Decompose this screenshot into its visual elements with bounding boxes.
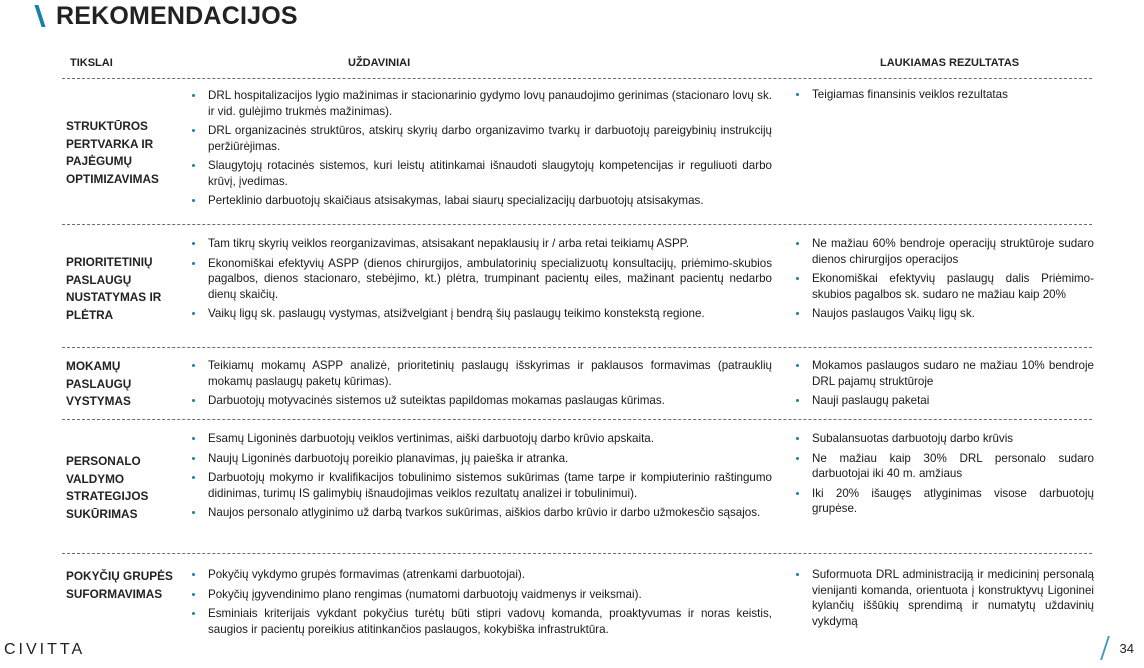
divider: [62, 78, 1092, 79]
goal-line: STRUKTŪROS: [66, 119, 148, 133]
list-item: Darbuotojų motyvacinės sistemos už suteiktas papildomas mokamas paslaugas kūrimas.: [190, 393, 772, 409]
divider: [62, 347, 1092, 348]
list-item: DRL organizacinės struktūros, atskirų skyrių darbo organizavimo tvarkų ir darbuotojų pareigybinių instrukcijų peržiūrėjimas.: [190, 123, 772, 154]
title-slash-decoration: [34, 5, 45, 27]
divider: [62, 419, 1092, 420]
tasks-list-priority: [190, 236, 772, 326]
list-item: Naujų Ligoninės darbuotojų poreikio planavimas, jų paieška ir atranka.: [190, 451, 772, 467]
list-item: Teikiamų mokamų ASPP analizė, prioritetinių paslaugų išskyrimas ir paklausos formavimas (patrauklių mokamų paslaugų paketų kūrimas).: [190, 358, 772, 389]
goal-priority-services: [66, 254, 161, 324]
list-item: Pokyčių įgyvendinimo plano rengimas (numatomi darbuotojų vaidmenys ir veiksmai).: [190, 587, 772, 603]
goal-line: POKYČIŲ GRUPĖS: [66, 569, 173, 583]
list-item: Slaugytojų rotacinės sistemos, kuri leistų atitinkamai išnaudoti slaugytojų kompetencijas ir reguliuoti darbo krūvį, įvedimas.: [190, 158, 772, 189]
results-list-structure: [794, 87, 1094, 107]
goal-line: VYSTYMAS: [66, 394, 131, 408]
list-item: Darbuotojų mokymo ir kvalifikacijos tobulinimo sistemos sukūrimas (tame tarpe ir kompiuterinio raštingumo didinimas, turimų IS galimybių išnaudojimas veiklos rezultatų analizei ir tobulinimui).: [190, 470, 772, 501]
list-item: Tam tikrų skyrių veiklos reorganizavimas, atsisakant nepaklausių ir / arba retai teikiamų ASPP.: [190, 236, 772, 252]
results-list-change: [794, 567, 1094, 633]
list-item: Pokyčių vykdymo grupės formavimas (atrenkami darbuotojai).: [190, 567, 772, 583]
goal-line: VALDYMO: [66, 471, 125, 486]
title-block: [38, 0, 298, 32]
divider: [62, 553, 1092, 554]
page-number-block: [1104, 636, 1134, 660]
list-item: Esamų Ligoninės darbuotojų veiklos vertinimas, aiški darbuotojų darbo krūvio apskaita.: [190, 431, 772, 447]
goal-line: NUSTATYMAS IR: [66, 290, 162, 304]
goal-line: PASLAUGŲ: [66, 376, 132, 391]
divider: [62, 224, 1092, 225]
goal-line: STRATEGIJOS: [66, 489, 149, 503]
goal-change-group: [66, 568, 173, 603]
tasks-list-change: [190, 567, 772, 641]
list-item: Ne mažiau 60% bendroje operacijų struktūroje sudaro dienos chirurgijos operacijos: [794, 236, 1094, 267]
goal-line: PAJĖGUMŲ: [66, 154, 132, 168]
results-list-priority: [794, 236, 1094, 326]
goal-paid-services: [66, 358, 131, 411]
list-item: Subalansuotas darbuotojų darbo krūvis: [794, 431, 1094, 447]
list-item: Ekonomiškai efektyvių ASPP (dienos chirurgijos, ambulatorinių specializuotų konsultacijų, priėmimo-skubios pagalbos, dienos stacionaro, stebėjimo, kt.) plėtra, trumpinant pacientų eiles, mažinant pacientų nedarbo dienų skaičių.: [190, 256, 772, 303]
goal-line: OPTIMIZAVIMAS: [66, 171, 159, 186]
list-item: Naujos personalo atlyginimo už darbą tvarkos sukūrimas, aiškios darbo krūvio ir darbo užmokesčio sąsajos.: [190, 505, 772, 521]
list-item: Iki 20% išaugęs atlyginimas visose darbuotojų grupėse.: [794, 486, 1094, 517]
list-item: Suformuota DRL administraciją ir medicininį personalą vienijanti komanda, orientuota į konstruktyvų Ligoninei kylančių iššūkių sprendimą ir numatytų uždavinių vykdymą: [794, 567, 1094, 629]
page-number: 34: [1119, 640, 1134, 656]
goal-line: MOKAMŲ: [66, 359, 121, 373]
list-item: Naujos paslaugos Vaikų ligų sk.: [794, 306, 1094, 322]
list-item: Vaikų ligų sk. paslaugų vystymas, atsižvelgiant į bendrą šių paslaugų teikimo konstekstą regione.: [190, 306, 772, 322]
slash-decoration: [1100, 636, 1110, 660]
goal-line: PLĖTRA: [66, 307, 114, 322]
goal-line: PERTVARKA IR: [66, 136, 154, 151]
results-list-paid: [794, 358, 1094, 413]
goal-structure: [66, 118, 159, 188]
goal-line: PRIORITETINIŲ: [66, 255, 153, 269]
list-item: Nauji paslaugų paketai: [794, 393, 1094, 409]
list-item: Esminiais kriterijais vykdant pokyčius turėtų būti stipri vadovų komanda, proaktyvumas ir noras keistis, saugios ir pacientų poreikius atitinkančios paslaugos, kokybiška infrastruktūra.: [190, 606, 772, 637]
goal-line: SUKŪRIMAS: [66, 506, 138, 521]
header-goals: TIKSLAI: [70, 57, 113, 69]
tasks-list-structure: [190, 88, 772, 213]
tasks-list-paid: [190, 358, 772, 413]
list-item: Teigiamas finansinis veiklos rezultatas: [794, 87, 1094, 103]
list-item: Ne mažiau kaip 30% DRL personalo sudaro darbuotojai iki 40 m. amžiaus: [794, 451, 1094, 482]
list-item: DRL hospitalizacijos lygio mažinimas ir stacionarinio gydymo lovų panaudojimo gerinimas (stacionaro lovų sk. ir vid. gulėjimo trukmės mažinimas).: [190, 88, 772, 119]
goal-line: PERSONALO: [66, 454, 141, 468]
list-item: Ekonomiškai efektyvių paslaugų dalis Priėmimo-skubios pagalbos sk. sudaro ne mažiau kaip 20%: [794, 271, 1094, 302]
list-item: Mokamos paslaugos sudaro ne mažiau 10% bendroje DRL pajamų struktūroje: [794, 358, 1094, 389]
civitta-logo: CIVITTA: [4, 641, 86, 658]
list-item: Perteklinio darbuotojų skaičiaus atsisakymas, labai siaurų specializacijų darbuotojų atsisakymas.: [190, 193, 772, 209]
goal-line: PASLAUGŲ: [66, 272, 132, 287]
header-tasks: UŽDAVINIAI: [348, 57, 411, 69]
results-list-personnel: [794, 431, 1094, 521]
goal-line: SUFORMAVIMAS: [66, 586, 163, 601]
header-results: LAUKIAMAS REZULTATAS: [880, 57, 1020, 69]
goal-personnel: [66, 453, 148, 523]
page-title: REKOMENDACIJOS: [56, 1, 298, 30]
tasks-list-personnel: [190, 431, 772, 525]
